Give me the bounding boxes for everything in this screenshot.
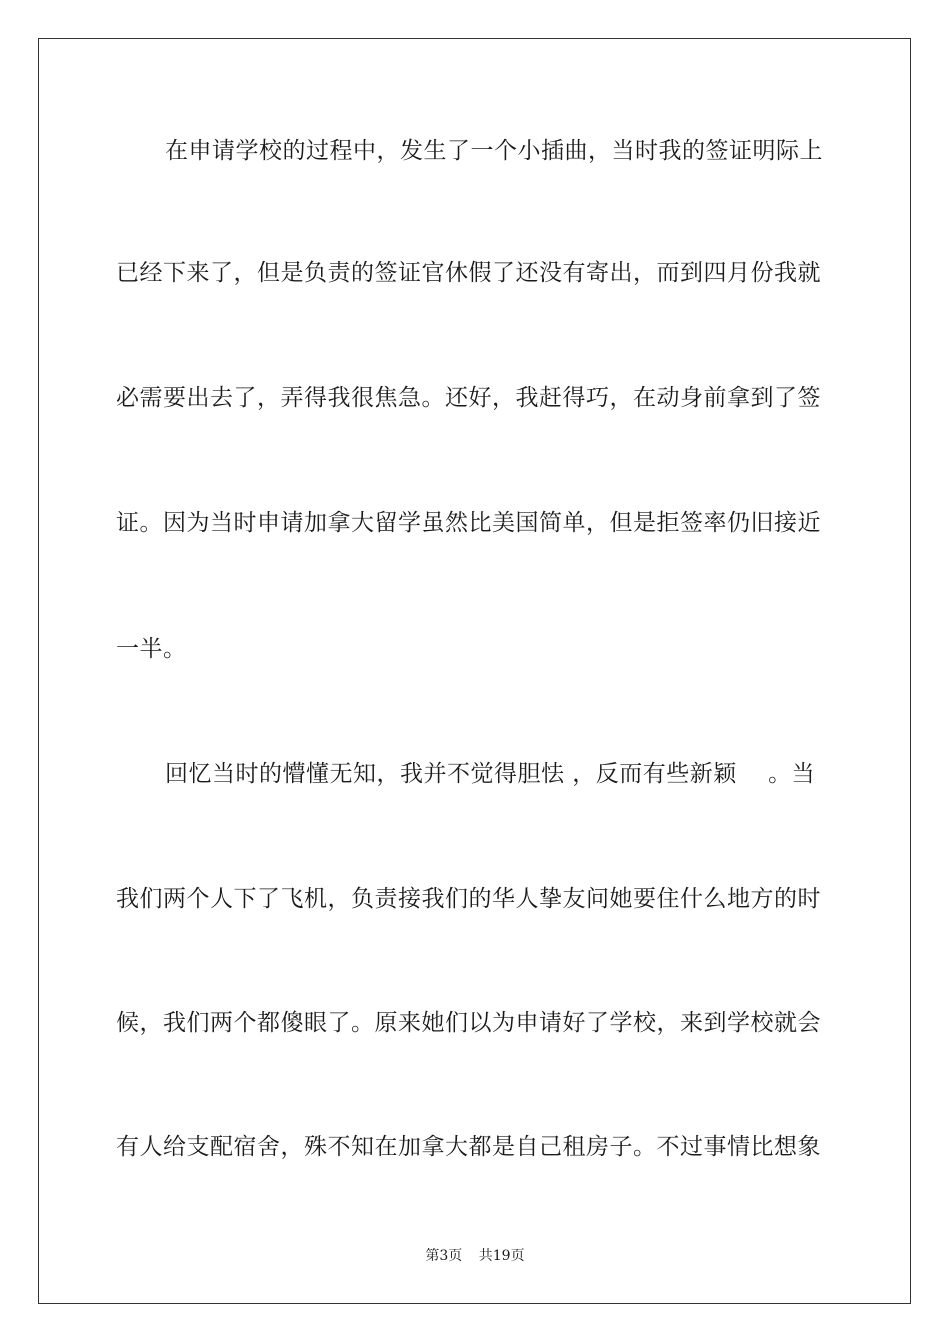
text-line: 回忆当时的懵懂无知，我并不觉得胆怯 ，反而有些新颖 。当 bbox=[165, 761, 816, 787]
text-line: 有人给支配宿舍，殊不知在加拿大都是自己租房子。不过事情比想象 bbox=[116, 1134, 821, 1160]
page-footer bbox=[0, 1246, 950, 1266]
page-number: 第3页 bbox=[425, 1248, 463, 1264]
text-line: 我们两个人下了飞机，负责接我们的华人挚友问她要住什么地方的时 bbox=[116, 886, 821, 912]
text-line: 一半。 bbox=[116, 636, 187, 662]
page-frame bbox=[38, 38, 911, 1304]
text-line: 候，我们两个都傻眼了。原来她们以为申请好了学校，来到学校就会 bbox=[116, 1010, 821, 1036]
text-line: 已经下来了，但是负责的签证官休假了还没有寄出，而到四月份我就 bbox=[116, 260, 821, 286]
text-line: 必需要出去了，弄得我很焦急。还好，我赶得巧，在动身前拿到了签 bbox=[116, 385, 821, 411]
text-line: 证。因为当时申请加拿大留学虽然比美国简单，但是拒签率仍旧接近 bbox=[116, 510, 821, 536]
page-total: 共19页 bbox=[478, 1248, 525, 1264]
text-line: 在申请学校的过程中，发生了一个小插曲，当时我的签证明际上 bbox=[165, 138, 823, 164]
